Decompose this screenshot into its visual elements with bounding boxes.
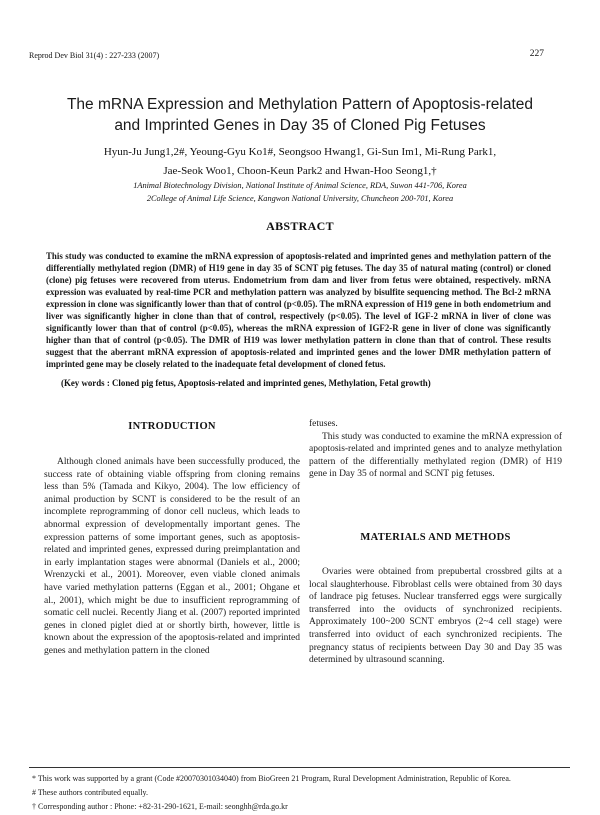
methods-body — [309, 566, 562, 667]
introduction-heading: INTRODUCTION — [128, 421, 216, 432]
footnote-equal-contribution: # These authors contributed equally. — [32, 788, 148, 797]
title-line: and Imprinted Genes in Day 35 of Cloned Pig Fetuses — [114, 117, 486, 134]
introduction-continuation: fetuses. — [309, 419, 338, 429]
author-line: Hyun-Ju Jung1,2#, Yeoung-Gyu Ko1#, Seongsoo Hwang1, Gi-Sun Im1, Mi-Rung Park1, — [103, 146, 497, 158]
abstract-text: This study was conducted to examine the mRNA expression of apoptosis-related and imprinted genes and methylation pattern of the differentially methylated region (DMR) of H19 gene in day 35 of SCNT pig fetuses. The day 35 of natural mating (control) or cloned (clone) pig fetuses were recovered from uterus. Endometrium from dam and liver from fetus were obtained, respectively. mRNA expression was evaluated by real-time PCR and methylation pattern was analyzed by bisulfite sequencing method. The Bcl-2 mRNA expression in clone was significantly lower than that of control (p<0.05). The mRNA expression of H19 gene in both endometrium and liver was significantly higher in clone than that of control, respectively (p<0.05). The level of IGF-2 mRNA in liver of clone was significantly lower than that of control (p<0.05), whereas the mRNA expression of IGF2-R gene in liver of clone was significantly higher than that of control (p<0.05). The DMR of H19 was lower methylation pattern in clone than that of control. These results suggest that the aberrant mRNA expression of apoptosis-related and imprinted genes and the lower DMR methylation pattern of imprinted gene may be closely related to the inadequate fetal development of cloned fetus. — [46, 251, 551, 369]
footnotes — [29, 773, 559, 815]
page-number: 227 — [529, 49, 544, 59]
title-line: The mRNA Expression and Methylation Pattern of Apoptosis-related — [66, 96, 534, 113]
journal-reference: Reprod Dev Biol 31(4) : 227-233 (2007) — [29, 51, 160, 60]
abstract-heading: ABSTRACT — [266, 219, 334, 233]
author-list — [20, 143, 580, 181]
introduction-paragraph-2: This study was conducted to examine the mRNA expression of apoptosis-related and imprinted genes and to analyze methylation pattern of the differentially methylated region (DMR) of H19 gene in Day 35 of normal and SCNT pig fetuses. — [309, 431, 562, 480]
methods-heading: MATERIALS AND METHODS — [360, 532, 511, 543]
introduction-body — [44, 456, 300, 658]
author-line: Jae-Seok Woo1, Choon-Keun Park2 and Hwan-Hoo Seong1,† — [163, 165, 437, 177]
affiliation-line: 2College of Animal Life Science, Kangwon National University, Chuncheon 200-701, Korea — [146, 194, 454, 203]
keywords: (Key words : Cloned pig fetus, Apoptosis-related and imprinted genes, Methylation, Fetal growth) — [61, 378, 431, 388]
affiliation-line: 1Animal Biotechnology Division, National Institute of Animal Science, RDA, Suwon 441-706, Korea — [133, 181, 467, 190]
article-title — [20, 94, 580, 136]
footnote-funding: * This work was supported by a grant (Code #20070301034040) from BioGreen 21 Program, Rural Development Administration, Republic of Korea. — [32, 774, 511, 783]
right-column-top — [309, 418, 562, 481]
footnote-divider — [29, 767, 570, 768]
footnote-corresponding-author: † Corresponding author : Phone: +82-31-290-1621, E-mail: seonghh@rda.go.kr — [32, 802, 288, 811]
affiliations — [20, 179, 580, 205]
introduction-paragraph: Although cloned animals have been successfully produced, the success rate of obtaining viable offspring from cloning remains less than 5% (Tamada and Kikyo, 2004). The low efficiency of animal production by SCNT is considered to be the result of an incomplete reprogramming of donor cell nucleus, which leads to abnormal expression of developmentally important genes. The expression patterns of some important genes, such as apoptosis-related and imprinted genes, expressed during preimplantation and in early implantation stages were abnormal (Daniels et al., 2000; Wrenzycki et al., 2001). Moreover, even viable cloned animals have varied methylation patterns (Eggan et al., 2001; Ohgane et al., 2001), which might be due to insufficient reprogramming of somatic cell nuclei. Recently Jiang et al. (2007) reported imprinted genes in cloned piglet died at or shortly birth, however, little is known about the expression of the apoptosis-related and imprinted genes and methylation pattern in the cloned — [44, 457, 300, 656]
methods-paragraph: Ovaries were obtained from prepubertal crossbred gilts at a local slaughterhouse. Fibroblast cells were obtained from 30 days of landrace pig fetuses. Nuclear transferred eggs were surgically transferred into the oviducts of synchronized recipients. Approximately 100~200 SCNT embryos (2~4 cell stage) were transferred into oviduct of each synchronized recipients. The pregnancy status of recipients between Day 30 and Day 35 was determined by ultrasound scanning. — [309, 567, 562, 666]
